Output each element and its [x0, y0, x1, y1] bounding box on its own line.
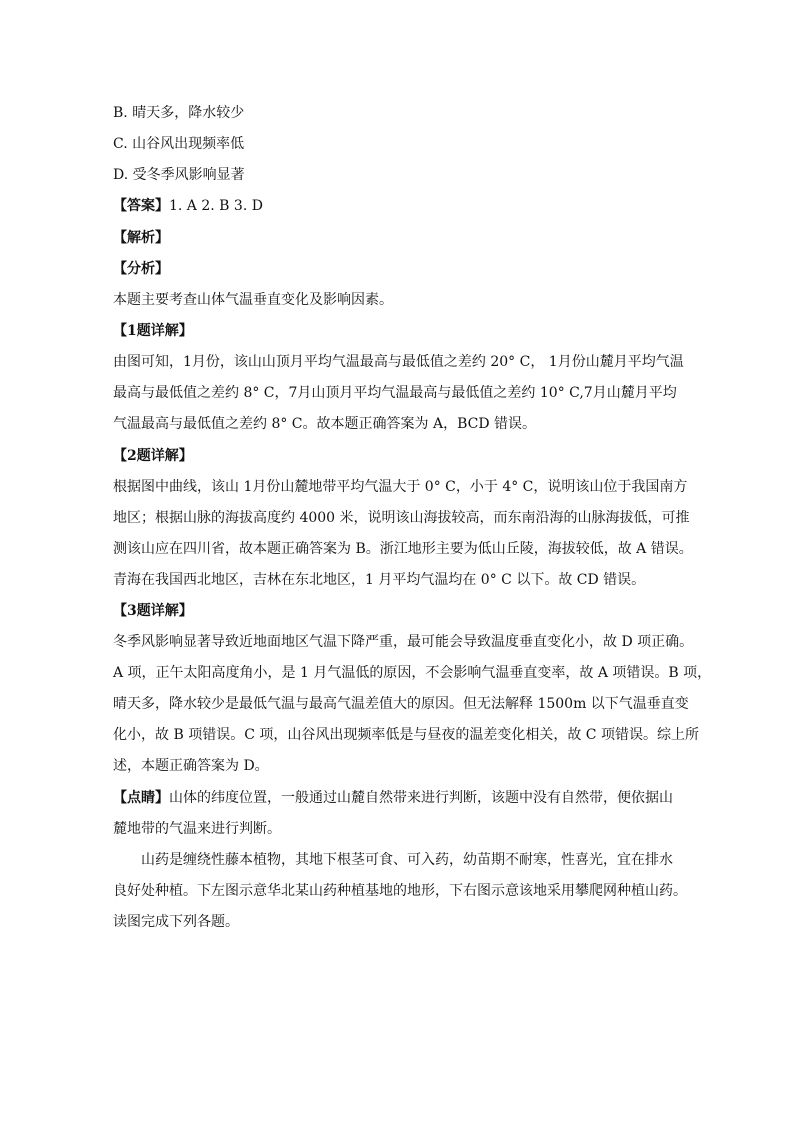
q3-line: 冬季风影响显著导致近地面地区气温下降严重，最可能会导致温度垂直变化小，故 D 项正确。: [113, 634, 694, 650]
answer-line: [113, 196, 263, 216]
q1-heading: 【1题详解】: [113, 323, 193, 339]
q3-line: 晴天多，降水较少是最低气温与最高气温差值大的原因。但无法解释 1500m 以下气温垂直变: [113, 696, 689, 712]
intro-line: 山药是缠绕性藤本植物，其地下根茎可食、可入药，幼苗期不耐寒，性喜光，宜在排水: [141, 852, 673, 868]
dianjing-heading: 【点睛】: [113, 790, 169, 806]
option-c: C. 山谷风出现频率低: [113, 136, 245, 152]
q2-line: 测该山应在四川省，故本题正确答案为 B。浙江地形主要为低山丘陵，海拔较低，故 A 错误。: [113, 541, 693, 557]
option-d: D. 受冬季风影响显著: [113, 167, 245, 183]
q1-line: 由图可知，1月份，该山山顶月平均气温最高与最低值之差约 20° C， 1月份山麓月平均气温: [113, 354, 684, 370]
fenxi-heading: 【分析】: [113, 261, 169, 277]
fenxi-text: 本题主要考查山体气温垂直变化及影响因素。: [113, 292, 393, 308]
intro-line: 良好处种植。下左图示意华北某山药种植基地的地形，下右图示意该地采用攀爬网种植山药。: [113, 883, 687, 899]
dianjing-line-2: 麓地带的气温来进行判断。: [113, 821, 281, 837]
dianjing-text: 山体的纬度位置，一般通过山麓自然带来进行判断，该题中没有自然带，便依据山: [169, 790, 673, 806]
q1-line: 气温最高与最低值之差约 8° C。故本题正确答案为 A，BCD 错误。: [113, 416, 537, 432]
q3-line: 述，本题正确答案为 D。: [113, 758, 269, 774]
q1-line: 最高与最低值之差约 8° C，7月山顶月平均气温最高与最低值之差约 10° C,7月山麓月平均: [113, 385, 677, 401]
intro-line: 读图完成下列各题。: [113, 914, 239, 930]
analysis-heading: 【解析】: [113, 230, 169, 246]
q3-line: A 项，正午太阳高度角小，是 1 月气温低的原因，不会影响气温垂直变率，故 A 项错误。B 项，: [113, 665, 712, 681]
q3-line: 化小，故 B 项错误。C 项，山谷风出现频率低是与昼夜的温差变化相关，故 C 项错误。综上所: [113, 727, 699, 743]
q2-line: 根据图中曲线，该山 1月份山麓地带平均气温大于 0° C，小于 4° C，说明该山位于我国南方: [113, 479, 688, 495]
q2-line: 地区；根据山脉的海拔高度约 4000 米，说明该山海拔较高，而东南沿海的山脉海拔低，可推: [113, 510, 690, 526]
dianjing-line: [113, 788, 673, 808]
answer-label: 【答案】: [113, 198, 169, 214]
q2-line: 青海在我国西北地区，吉林在东北地区，1 月平均气温均在 0° C 以下。故 CD 错误。: [113, 572, 646, 588]
option-b: B. 晴天多，降水较少: [113, 105, 245, 121]
q2-heading: 【2题详解】: [113, 448, 193, 464]
answer-text: 1. A 2. B 3. D: [169, 198, 263, 214]
q3-heading: 【3题详解】: [113, 603, 193, 619]
